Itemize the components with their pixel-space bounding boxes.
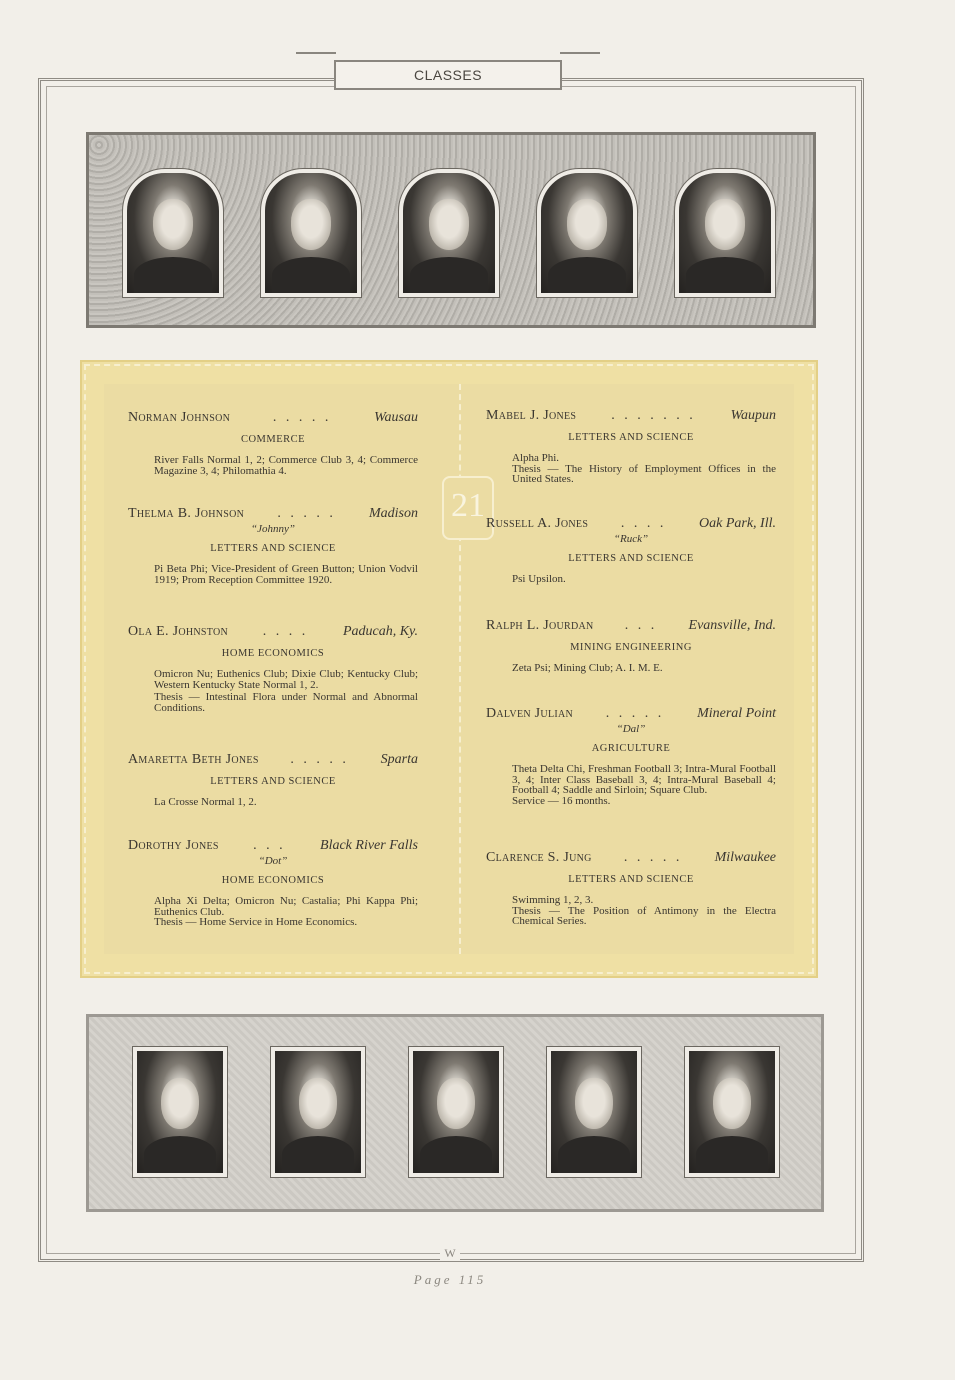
student-department: HOME ECONOMICS bbox=[221, 875, 325, 886]
student-service: Service — 16 months. bbox=[512, 794, 611, 807]
student-nickname: “Dal” bbox=[616, 723, 646, 735]
student-nickname: “Dot” bbox=[258, 855, 288, 867]
portrait-photo bbox=[409, 1047, 503, 1177]
student-hometown: Waupun bbox=[730, 408, 776, 423]
student-activities: Theta Delta Chi, Freshman Football 3; Intra-Mural Football 3, 4; Inter Class Baseball 3, 4; Intra-Mural Baseball 4; Football 4; Saddle and Sirloin; Square Club. bbox=[512, 763, 776, 796]
student-entry bbox=[128, 624, 418, 713]
student-department: LETTERS AND SCIENCE bbox=[568, 553, 694, 564]
student-entry bbox=[486, 516, 776, 585]
student-activities: Alpha Xi Delta; Omicron Nu; Castalia; Phi Kappa Phi; Euthenics Club. bbox=[154, 895, 418, 918]
portrait-photo bbox=[537, 169, 637, 297]
student-hometown: Madison bbox=[369, 506, 418, 521]
student-department: LETTERS AND SCIENCE bbox=[568, 432, 694, 443]
portrait-photo bbox=[547, 1047, 641, 1177]
student-entry bbox=[128, 410, 418, 476]
student-entry bbox=[486, 408, 776, 485]
student-hometown: Sparta bbox=[380, 752, 418, 767]
portrait-photo bbox=[685, 1047, 779, 1177]
student-entry bbox=[128, 506, 418, 585]
student-activities: La Crosse Normal 1, 2. bbox=[154, 796, 257, 808]
student-thesis: Thesis — The History of Employment Offices in the United States. bbox=[512, 462, 776, 485]
student-name: Norman Johnson bbox=[128, 410, 231, 425]
column-divider bbox=[459, 384, 471, 954]
student-activities: Omicron Nu; Euthenics Club; Dixie Club; Kentucky Club; Western Kentucky State Normal 1, 2. bbox=[154, 668, 418, 691]
student-thesis: Thesis — The Position of Antimony in the Electra Chemical Series. bbox=[512, 904, 776, 927]
top-portrait-band bbox=[86, 132, 816, 328]
biography-panel bbox=[82, 362, 816, 976]
student-name: Ralph L. Jourdan bbox=[486, 618, 594, 633]
student-activities: Pi Beta Phi; Vice-President of Green Button; Union Vodvil 1919; Prom Reception Committee 1920. bbox=[154, 563, 418, 586]
portrait-photo bbox=[261, 169, 361, 297]
student-department: COMMERCE bbox=[240, 434, 306, 445]
leader-dots: . . . . . . . bbox=[611, 408, 696, 423]
student-hometown: Milwaukee bbox=[714, 850, 776, 865]
student-department: HOME ECONOMICS bbox=[221, 648, 325, 659]
leader-dots: . . . . . bbox=[605, 706, 665, 721]
leader-dots: . . . bbox=[624, 618, 658, 633]
student-activities: River Falls Normal 1, 2; Commerce Club 3, 4; Commerce Magazine 3, 4; Philomathia 4. bbox=[154, 454, 418, 477]
student-department: MINING ENGINEERING bbox=[570, 642, 692, 653]
student-entry bbox=[128, 752, 418, 808]
student-name: Russell A. Jones bbox=[486, 516, 589, 531]
student-entry bbox=[486, 850, 776, 927]
portrait-photo bbox=[675, 169, 775, 297]
student-entry bbox=[128, 838, 418, 928]
leader-dots: . . . . bbox=[620, 516, 667, 531]
student-nickname: “Johnny” bbox=[251, 523, 295, 535]
student-thesis: Thesis — Home Service in Home Economics. bbox=[154, 916, 358, 928]
leader-dots: . . . . . bbox=[272, 410, 332, 425]
student-activities: Alpha Phi. bbox=[512, 452, 560, 464]
student-name: Clarence S. Jung bbox=[486, 850, 592, 865]
portrait-photo bbox=[399, 169, 499, 297]
student-hometown: Black River Falls bbox=[320, 838, 418, 853]
student-department: LETTERS AND SCIENCE bbox=[210, 543, 336, 554]
student-name: Dorothy Jones bbox=[128, 838, 219, 853]
bottom-portrait-band bbox=[86, 1014, 824, 1212]
student-entry bbox=[486, 618, 776, 674]
student-name: Dalven Julian bbox=[486, 706, 574, 721]
student-hometown: Wausau bbox=[374, 410, 418, 425]
portrait-photo bbox=[133, 1047, 227, 1177]
portrait-photo bbox=[123, 169, 223, 297]
student-department: LETTERS AND SCIENCE bbox=[210, 776, 336, 787]
student-hometown: Oak Park, Ill. bbox=[699, 516, 776, 531]
page-number: Page 115 bbox=[413, 1272, 487, 1287]
student-hometown: Paducah, Ky. bbox=[342, 624, 418, 639]
student-name: Thelma B. Johnson bbox=[128, 506, 245, 521]
section-header bbox=[334, 60, 562, 90]
student-department: LETTERS AND SCIENCE bbox=[568, 874, 694, 885]
portrait-photo bbox=[271, 1047, 365, 1177]
leader-dots: . . . . . bbox=[290, 752, 349, 767]
student-activities: Zeta Psi; Mining Club; A. I. M. E. bbox=[512, 662, 663, 674]
student-department: AGRICULTURE bbox=[591, 743, 671, 754]
w-monogram: W bbox=[440, 1246, 460, 1261]
student-entry bbox=[486, 706, 776, 806]
student-nickname: “Ruck” bbox=[613, 533, 649, 545]
section-title: CLASSES bbox=[413, 67, 483, 83]
student-name: Amaretta Beth Jones bbox=[128, 752, 259, 767]
student-activities: Psi Upsilon. bbox=[512, 573, 566, 585]
student-thesis: Thesis — Intestinal Flora under Normal and Abnormal Conditions. bbox=[154, 691, 418, 714]
student-hometown: Mineral Point bbox=[697, 706, 776, 721]
header-ornament-left bbox=[296, 52, 336, 100]
student-name: Mabel J. Jones bbox=[486, 408, 577, 423]
student-name: Ola E. Johnston bbox=[128, 624, 229, 639]
header-ornament-right bbox=[560, 52, 600, 100]
student-activities: Swimming 1, 2, 3. bbox=[512, 894, 594, 906]
leader-dots: . . . . . bbox=[623, 850, 683, 865]
leader-dots: . . . . bbox=[262, 624, 309, 639]
leader-dots: . . . . . bbox=[277, 506, 336, 521]
student-hometown: Evansville, Ind. bbox=[688, 618, 776, 633]
class-year-text: 21 bbox=[451, 487, 485, 524]
leader-dots: . . . bbox=[253, 838, 286, 853]
